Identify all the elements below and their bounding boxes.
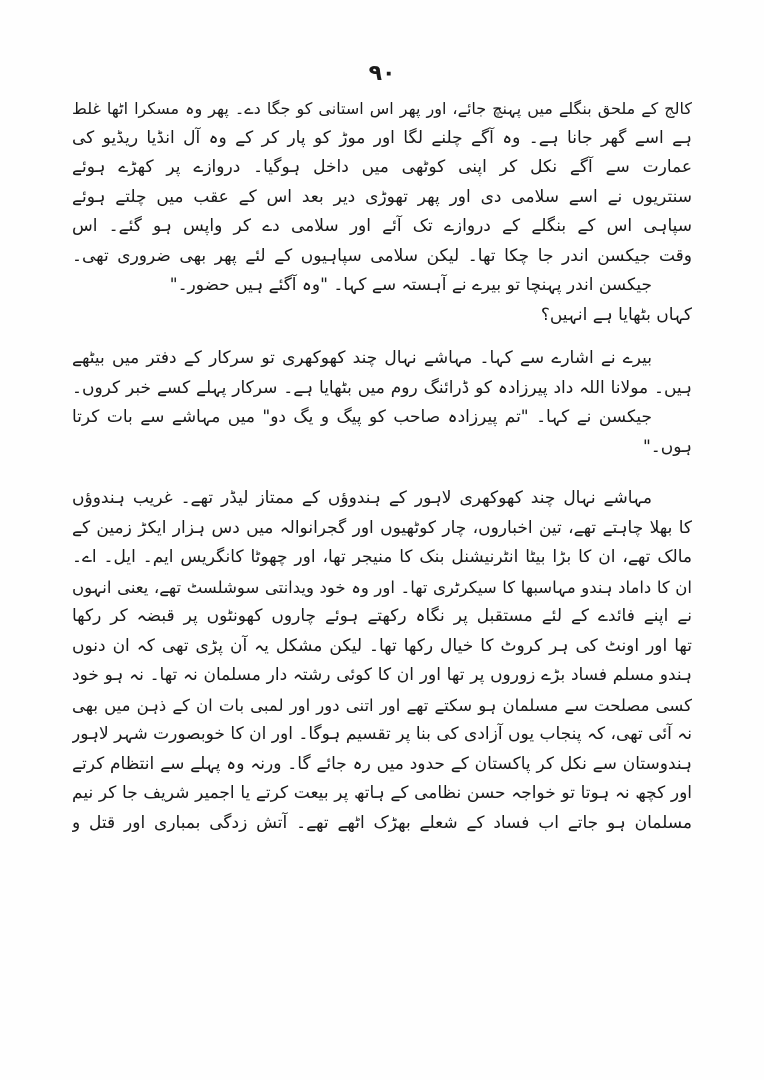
text-line: کہاں بٹھایا ہے انہیں؟ bbox=[540, 304, 692, 325]
paragraph-3 bbox=[72, 344, 692, 462]
text-line: جیکسن نے کہا۔ "تم پیرزادہ صاحب کو پیگ و یگ دو" میں مہاشے سے بات کرتا bbox=[72, 407, 652, 427]
text-line: ہندوستان سے نکل کر پاکستان کے حدود میں رہ جائے گا۔ ورنہ وہ پہلے سے انتظام کرتے bbox=[72, 753, 692, 774]
text-line: کا بھلا چاہتے تھے، تین اخباروں، چار کوٹھیوں اور گجرانوالہ میں دس ہزار ایکڑ زمین کے bbox=[72, 517, 692, 538]
text-line: ہوں۔" bbox=[642, 436, 692, 457]
text-line: ہیں۔ مولانا اللہ داد پیرزادہ کو ڈرائنگ روم میں بٹھایا ہے۔ سرکار پہلے کسے خبر کروں۔ bbox=[72, 377, 692, 398]
text-line: مہاشے نہال چند کھوکھری لاہور کے ہندوؤں کے ممتاز لیڈر تھے۔ غریب ہندوؤں bbox=[72, 488, 652, 508]
text-line: نہ آئی تھی، کہ پنجاب یوں آزادی کی بنا پر تقسیم ہوگا۔ اور ان کا خوبصورت شہر لاہور bbox=[72, 724, 692, 744]
text-line: عمارت سے آگے نکل کر اپنی کوٹھی میں داخل ہوگیا۔ دروازے پر کھڑے ہوئے bbox=[72, 157, 692, 177]
paragraph-2 bbox=[72, 271, 692, 330]
text-line: کالج کے ملحق بنگلے میں پہنچ جائے، اور پھر اس استانی کو جگا دے۔ پھر وہ مسکرا اٹھا غلط bbox=[72, 99, 692, 118]
text-line: سپاہی اس کے بنگلے کے دروازے تک آئے اور سلامی دے کر واپس ہو گئے۔ اس bbox=[72, 216, 692, 236]
paragraph-1 bbox=[72, 94, 692, 271]
body-text bbox=[72, 94, 692, 838]
text-line: وقت جیکسن اندر جا چکا تھا۔ لیکن سلامی سپاہیوں کے لئے پھر بھی ضروری تھی۔ bbox=[72, 245, 692, 266]
text-line: ہندو مسلم فساد بڑے زوروں پر تھا اور ان کا کوئی رشتہ دار مسلمان نہ تھا۔ نہ ہو خود bbox=[72, 665, 692, 685]
text-line: مالک تھے، ان کا بڑا بیٹا انٹرنیشنل بنک کا منیجر تھا، اور چھوٹا کانگریس ایم۔ ایل۔ اے۔ bbox=[72, 547, 692, 567]
text-line: تھا اور اونٹ کی ہر کروٹ کا خیال رکھا تھا۔ لیکن مشکل یہ آن پڑی تھی کہ ان دنوں bbox=[72, 635, 692, 656]
page-number: ۹۰ bbox=[368, 61, 396, 86]
text-line: ان کا داماد ہندو مہاسبھا کا سیکرٹری تھا۔ اور وہ خود ویدانتی سوشلسٹ تھے، یعنی انہوں bbox=[72, 577, 692, 597]
text-line: نے اپنے فائدے کے لئے مستقبل پر نگاہ رکھتے ہوئے چاروں کھونٹوں پر قبضہ کر رکھا bbox=[72, 606, 692, 626]
text-line: کسی مصلحت سے مسلمان ہو سکتے تھے اور اتنی دور اور لمبی بات ان کے ذہن میں بھی bbox=[72, 695, 692, 715]
text-line: ہے اسے گھر جانا ہے۔ وہ آگے چلنے لگا اور موڑ کو پار کر کے وہ آل انڈیا ریڈیو کی bbox=[72, 127, 692, 148]
text-line: بیرے نے اشارے سے کہا۔ مہاشے نہال چند کھوکھری تو سرکار کے دفتر میں بیٹھے bbox=[72, 348, 652, 368]
text-line: اور کچھ نہ ہوتا تو خواجہ حسن نظامی کے ہاتھ پر بیعت کرتے یا اجمیر شریف جا کر نیم bbox=[72, 783, 692, 803]
text-line: مسلمان ہو جاتے اب فساد کے شعلے بھڑک اٹھے تھے۔ آتش زدگی بمباری اور قتل و bbox=[72, 812, 692, 833]
paragraph-gap bbox=[72, 330, 692, 344]
paragraph-gap bbox=[72, 462, 692, 484]
text-line: جیکسن اندر پہنچا تو بیرے نے آہستہ سے کہا۔ "وہ آگئے ہیں حضور۔" bbox=[169, 275, 652, 295]
text-line: سنتریوں نے اسے سلامی دی اور پھر تھوڑی دیر بعد اس کے عقب میں چلتے ہوئے bbox=[72, 186, 692, 207]
paragraph-4 bbox=[72, 484, 692, 838]
